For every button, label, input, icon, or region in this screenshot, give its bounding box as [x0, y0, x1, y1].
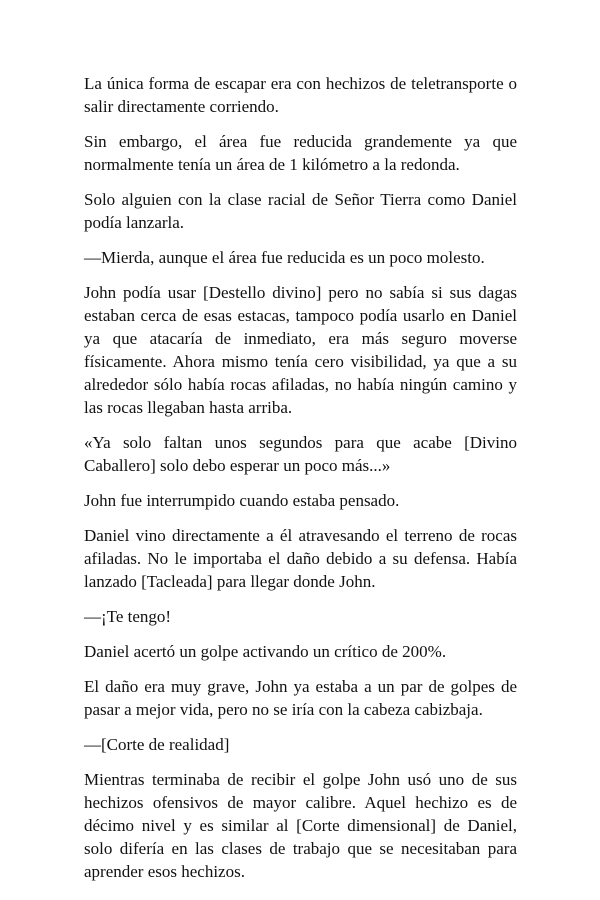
paragraph: La única forma de escapar era con hechizos de teletransporte o salir directamente corriendo. — [84, 74, 517, 116]
inner-thought: «Ya solo faltan unos segundos para que acabe [Divino Caballero] solo debo esperar un poco más...» — [84, 433, 517, 475]
paragraph: Sin embargo, el área fue reducida grandemente ya que normalmente tenía un área de 1 kilómetro a la redonda. — [84, 132, 517, 174]
paragraph: John podía usar [Destello divino] pero no sabía si sus dagas estaban cerca de esas estacas, tampoco podía usarlo en Daniel ya que atacaría de inmediato, era más seguro moverse físicamente. Ahora mismo tenía cero visibilidad, ya que a su alrededor sólo había rocas afiladas, no había ningún camino y las rocas llegaban hasta arriba. — [84, 283, 517, 417]
dialogue-line: —[Corte de realidad] — [84, 735, 230, 754]
paragraph: Mientras terminaba de recibir el golpe John usó uno de sus hechizos ofensivos de mayor calibre. Aquel hechizo es de décimo nivel y es similar al [Corte dimensional] de Daniel, solo difería en las clases de trabajo que se necesitaban para aprender esos hechizos. — [84, 770, 517, 881]
dialogue-line: —¡Te tengo! — [84, 607, 172, 626]
book-page-text — [84, 72, 517, 883]
paragraph: El daño era muy grave, John ya estaba a un par de golpes de pasar a mejor vida, pero no se iría con la cabeza cabizbaja. — [84, 677, 517, 719]
paragraph: Solo alguien con la clase racial de Señor Tierra como Daniel podía lanzarla. — [84, 190, 517, 232]
paragraph: Daniel vino directamente a él atravesando el terreno de rocas afiladas. No le importaba el daño debido a su defensa. Había lanzado [Tacleada] para llegar donde John. — [84, 526, 517, 591]
paragraph: John fue interrumpido cuando estaba pensado. — [84, 491, 400, 510]
paragraph: Daniel acertó un golpe activando un crítico de 200%. — [84, 642, 447, 661]
dialogue-line: —Mierda, aunque el área fue reducida es un poco molesto. — [84, 248, 485, 267]
